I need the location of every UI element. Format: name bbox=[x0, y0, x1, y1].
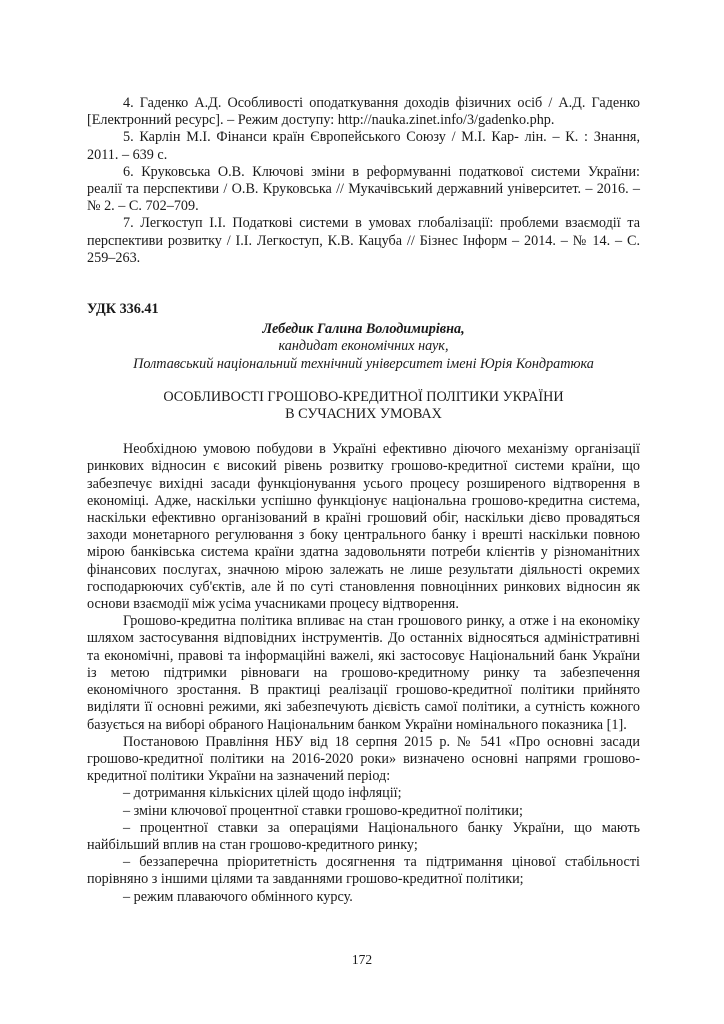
udk-code: УДК 336.41 bbox=[87, 301, 159, 318]
article-body bbox=[87, 441, 640, 905]
bullet-item: – беззаперечна пріоритетність досягнення та підтримання цінової стабільності порівняно з іншими цілями та завданнями грошово-кредитної політики; bbox=[87, 854, 640, 888]
article-title-line-2: В СУЧАСНИХ УМОВАХ bbox=[285, 406, 442, 423]
reference-item: 4. Гаденко А.Д. Особливості оподаткування доходів фізичних осіб / А.Д. Гаденко [Електронний ресурс]. – Режим доступу: http://nauka.zinet.info/3/gadenko.php. bbox=[87, 95, 640, 129]
body-paragraph: Постановою Правління НБУ від 18 серпня 2015 р. № 541 «Про основні засади грошово-кредитної політики на 2016-2020 роки» визначено основні напрями грошово-кредитної політики України на зазначений період: bbox=[87, 733, 640, 785]
reference-item: 5. Карлін М.І. Фінанси країн Європейського Союзу / М.І. Кар- лін. – К. : Знання, 2011. – 639 с. bbox=[87, 129, 640, 163]
references-list bbox=[87, 95, 640, 267]
reference-item: 6. Круковська О.В. Ключові зміни в реформуванні податкової системи України: реалії та перспективи / О.В. Круковська // Мукачівський державний університет. – 2016. – № 2. – С. 702–709. bbox=[87, 163, 640, 215]
article-title-line-1: ОСОБЛИВОСТІ ГРОШОВО-КРЕДИТНОЇ ПОЛІТИКИ УКРАЇНИ bbox=[163, 388, 564, 405]
article-title bbox=[87, 389, 640, 423]
body-paragraph: Грошово-кредитна політика впливає на стан грошового ринку, а отже і на економіку шляхом застосування відповідних інструментів. До останніх відносяться адміністративні та економічні, правові та інформаційні важелі, які застосовує Національний банк України із метою підтримки рівноваги на грошово-кредитному ринку та забезпечення економічного зростання. В практиці реалізації грошово-кредитної політики прийнято виділяти її основні режими, які забезпечують дієвість самої політики, а сутність кожного базується на виборі обраного Національним банком України номінального показника [1]. bbox=[87, 613, 640, 733]
page-content bbox=[87, 95, 640, 906]
reference-item: 7. Легкоступ І.І. Податкові системи в умовах глобалізації: проблеми взаємодії та перспективи розвитку / І.І. Легкоступ, К.В. Кацуба // Бізнес Інформ – 2014. – № 14. – С. 259–263. bbox=[87, 215, 640, 266]
bullet-item: – процентної ставки за операціями Національного банку України, що мають найбільший вплив на стан грошово-кредитного ринку; bbox=[87, 819, 640, 853]
author-affiliation: Полтавський національний технічний університет імені Юрія Кондратюка bbox=[133, 355, 594, 372]
page-number: 172 bbox=[351, 952, 373, 967]
bullet-item: – дотримання кількісних цілей щодо інфляції; bbox=[123, 785, 402, 802]
bullet-item: – зміни ключової процентної ставки грошово-кредитної політики; bbox=[123, 802, 523, 819]
bullet-item: – режим плаваючого обмінного курсу. bbox=[123, 888, 353, 905]
author-block bbox=[87, 321, 640, 373]
body-paragraph: Необхідною умовою побудови в Україні ефективно діючого механізму організації ринкових відносин є високий рівень розвитку грошово-кредитної системи країни, що забезпечує вихідні засади функціонування усього процесу розширеного відтворення в економіці. Адже, наскільки успішно функціонує національна грошово-кредитна система, наскільки ефективно організований в країні грошовий обіг, наскільки дієво провадяться заходи монетарного регулювання з боку центрального банку і врешті наскільки повною мірою банківська система країни здатна задовольняти потреби клієнтів у різноманітних фінансових послугах, значною мірою залежать не лише результати діяльності окремих господарюючих суб'єктів, але й по суті становлення повноцінних ринкових відносин як основи взаємодії між усіма учасниками процесу відтворення. bbox=[87, 441, 640, 613]
author-name: Лебедик Галина Володимирівна, bbox=[262, 321, 465, 338]
author-degree: кандидат економічних наук, bbox=[278, 338, 449, 355]
